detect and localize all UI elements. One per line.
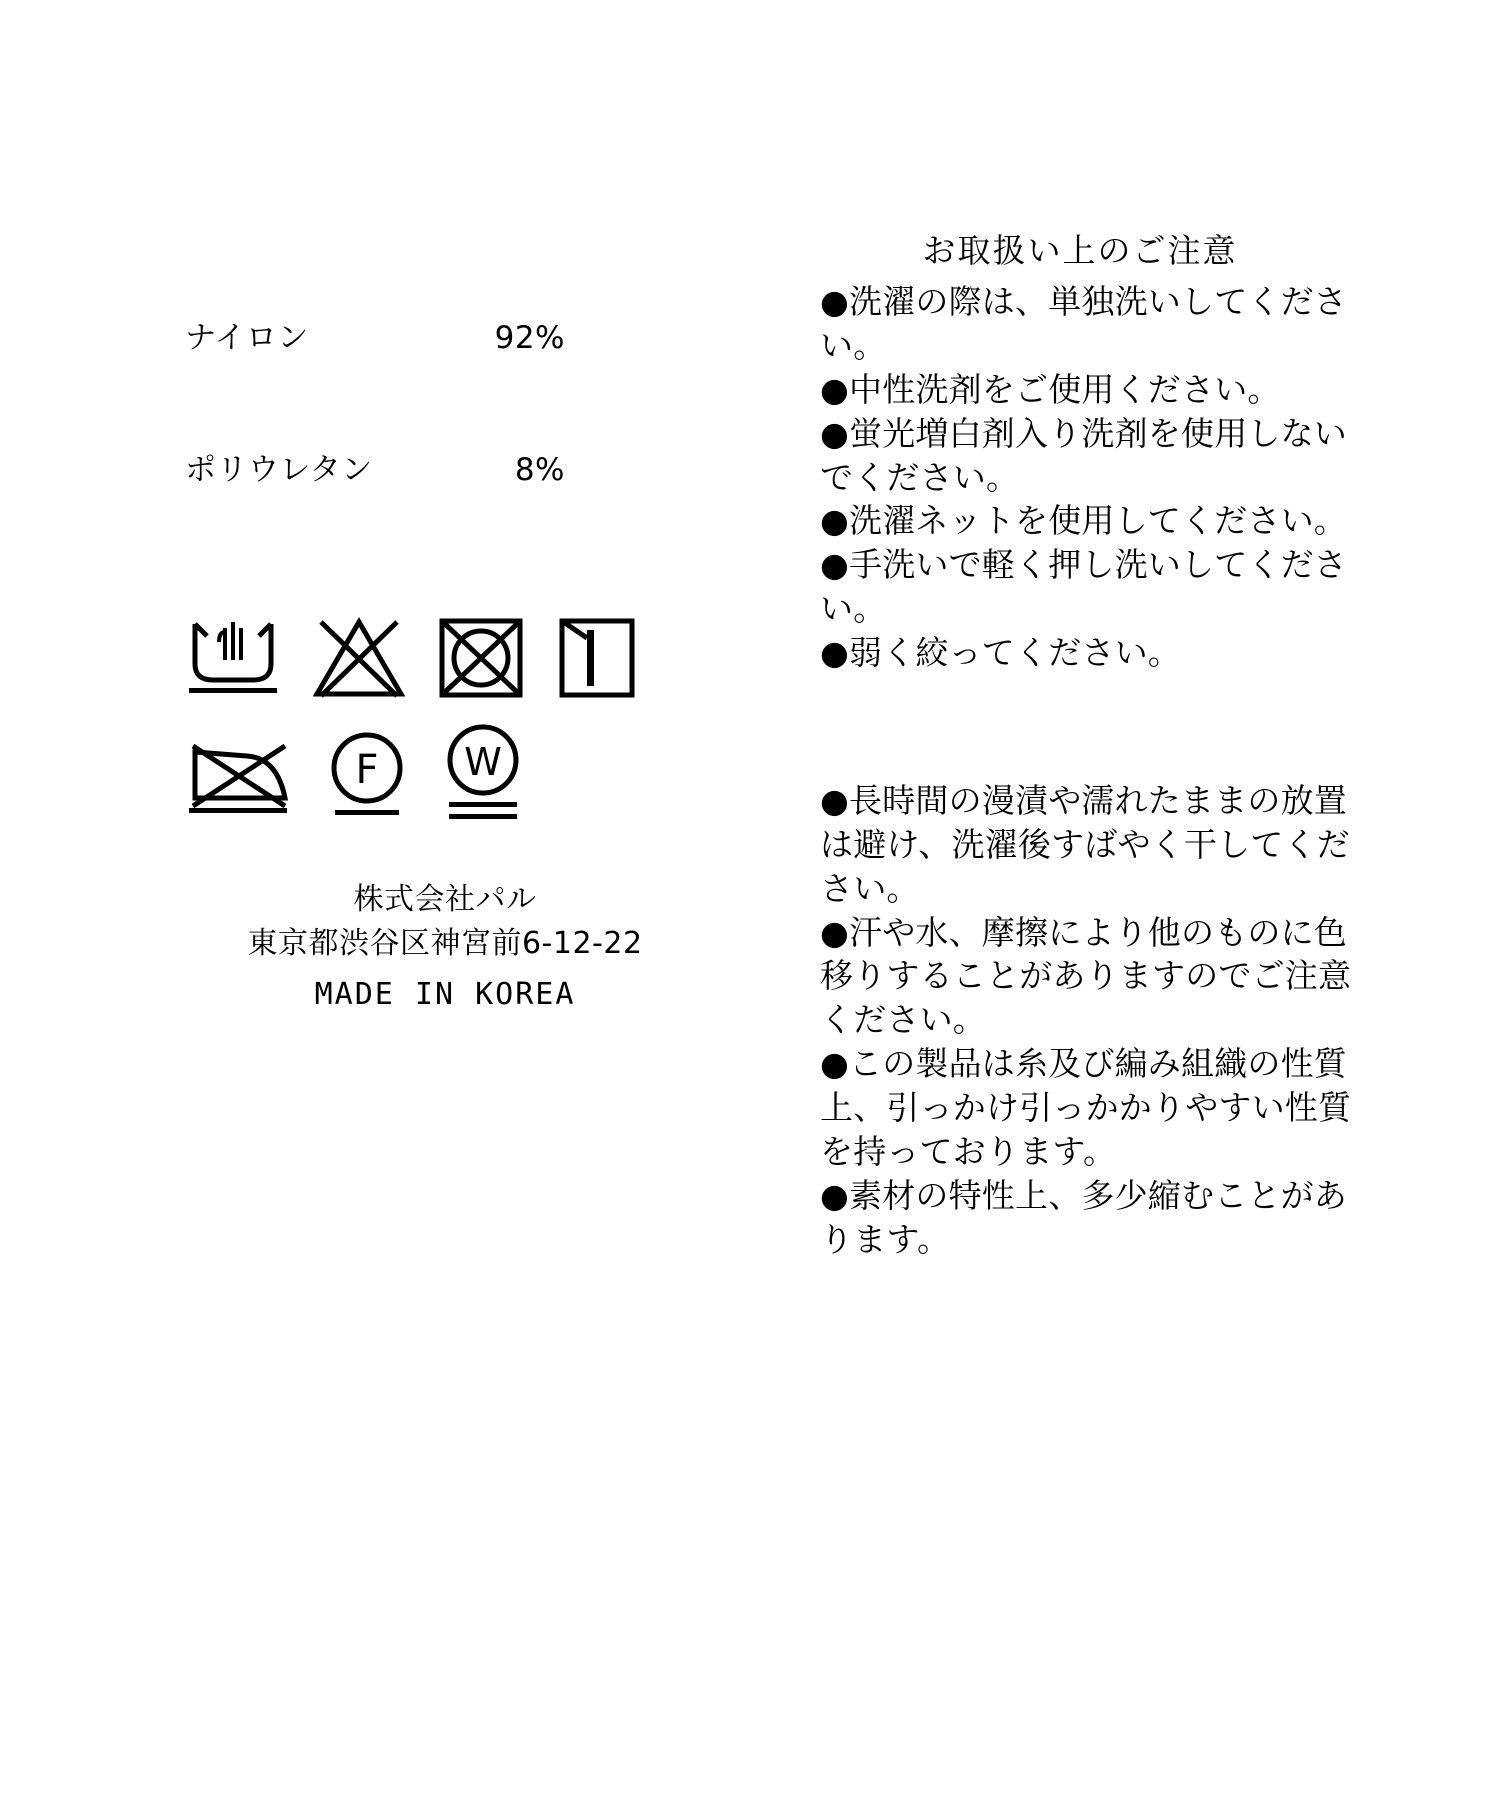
notes-spacer (820, 675, 1380, 779)
no-iron-symbol (185, 736, 293, 826)
svg-text:W: W (464, 740, 502, 785)
care-note-item: ●手洗いで軽く押し洗いしてください。 (820, 545, 1347, 629)
composition-material-name: ポリウレタン (185, 452, 373, 489)
composition-material-percent: 92% (494, 320, 565, 357)
care-note-item: ●中性洗剤をご使用ください。 (820, 369, 1281, 409)
composition-row (185, 448, 585, 492)
care-note-item: ●洗濯の際は、単独洗いしてください。 (820, 282, 1347, 365)
composition-row (185, 316, 585, 360)
composition-material-name: ナイロン (185, 320, 309, 357)
fabric-care-left-panel (185, 228, 705, 1012)
care-symbol-row-2 (185, 730, 705, 826)
care-note-item: ●素材の特性上、多少縮むことがあります。 (820, 1175, 1347, 1259)
care-note-item: ●弱く絞ってください。 (820, 633, 1181, 672)
care-notes-panel (820, 225, 1380, 1262)
composition-material-percent: 8% (514, 452, 565, 489)
composition-block (185, 228, 705, 580)
care-note-item: ●洗濯ネットを使用してください。 (820, 501, 1347, 541)
no-tumble-dry-symbol (437, 616, 525, 704)
care-notes-group-1 (820, 280, 1380, 675)
care-note-item: ●この製品は糸及び編み組織の性質上、引っかけ引っかかりやすい性質を持っております。 (820, 1044, 1352, 1171)
wet-clean-w-symbol (441, 722, 525, 826)
care-note-item: ●長時間の漫漬や濡れたままの放置は避け、洗濯後すばやく干してください。 (820, 780, 1350, 908)
company-name: 株式会社パル (353, 882, 537, 918)
dry-clean-f-symbol (325, 730, 409, 826)
care-notes-title: お取扱い上のご注意 (922, 231, 1238, 270)
care-symbol-row-1 (185, 608, 705, 704)
care-note-item: ●蛍光増白剤入り洗剤を使用しないでください。 (820, 413, 1347, 497)
line-dry-in-shade-symbol (557, 616, 637, 704)
svg-text:F: F (355, 747, 379, 794)
made-in-label: MADE IN KOREA (314, 977, 576, 1013)
company-block (185, 878, 705, 965)
care-notes-group-2 (820, 779, 1380, 1262)
care-note-item: ●汗や水、摩擦により他のものに色移りすることがありますのでご注意ください。 (820, 912, 1352, 1040)
hand-wash-symbol (185, 608, 281, 704)
no-bleach-symbol (313, 616, 405, 704)
company-address: 東京都渋谷区神宮前6-12-22 (247, 925, 643, 961)
